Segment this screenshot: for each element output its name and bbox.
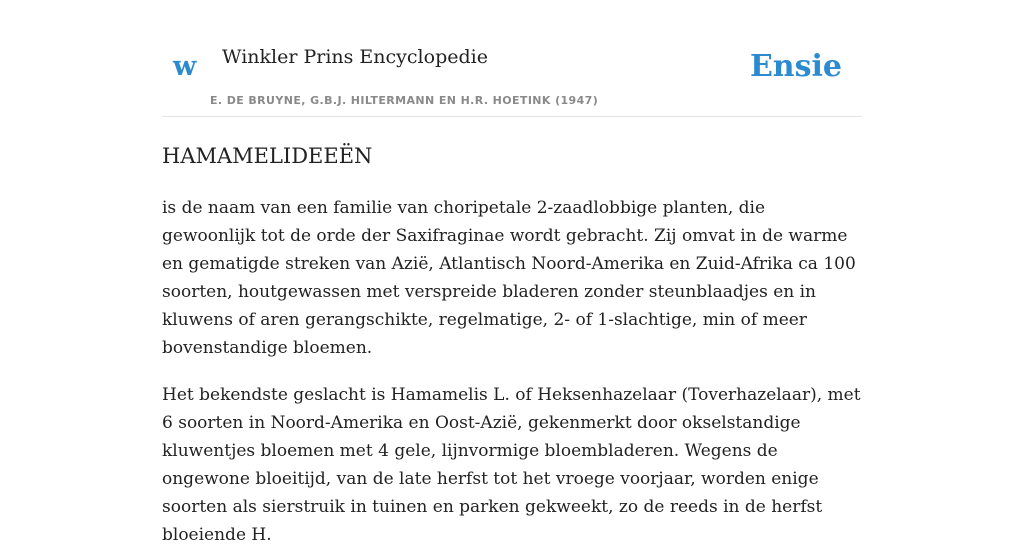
article-container — [162, 0, 862, 549]
source-authors: E. DE BRUYNE, G.B.J. HILTERMANN EN H.R. HOETINK (1947) — [210, 94, 599, 107]
ensie-logo-link[interactable]: Ensie — [749, 49, 842, 84]
entry-title: HAMAMELIDEEËN — [162, 144, 373, 168]
entry-paragraph: is de naam van een familie van choripetale 2-zaadlobbige planten, die gewoonlijk tot de orde der Saxifraginae wordt gebracht. Zij omvat in de warme en gematigde streken van Azië, Atlantisch Noord-Amerika en Zuid-Afrika ca 100 soorten, houtgewassen met verspreide bladeren zonder steunblaadjes en in kluwens of aren gerangschikte, regelmatige, 2- of 1-slachtige, min of meer bovenstandige bloemen. — [162, 198, 856, 359]
source-header — [162, 0, 862, 117]
winkler-prins-logo[interactable]: w — [173, 51, 197, 82]
source-title[interactable]: Winkler Prins Encyclopedie — [222, 46, 488, 68]
entry-paragraph: Het bekendste geslacht is Hamamelis L. of Heksenhazelaar (Toverhazelaar), met 6 soorten in Noord-Amerika en Oost-Azië, gekenmerkt door okselstandige kluwentjes bloemen met 4 gele, lijnvormige bloembladeren. Wegens de ongewone bloeitijd, van de late herfst tot het vroege voorjaar, worden enige soorten als sierstruik in tuinen en parken gekweekt, zo de reeds in de herfst bloeiende H. — [162, 385, 861, 546]
